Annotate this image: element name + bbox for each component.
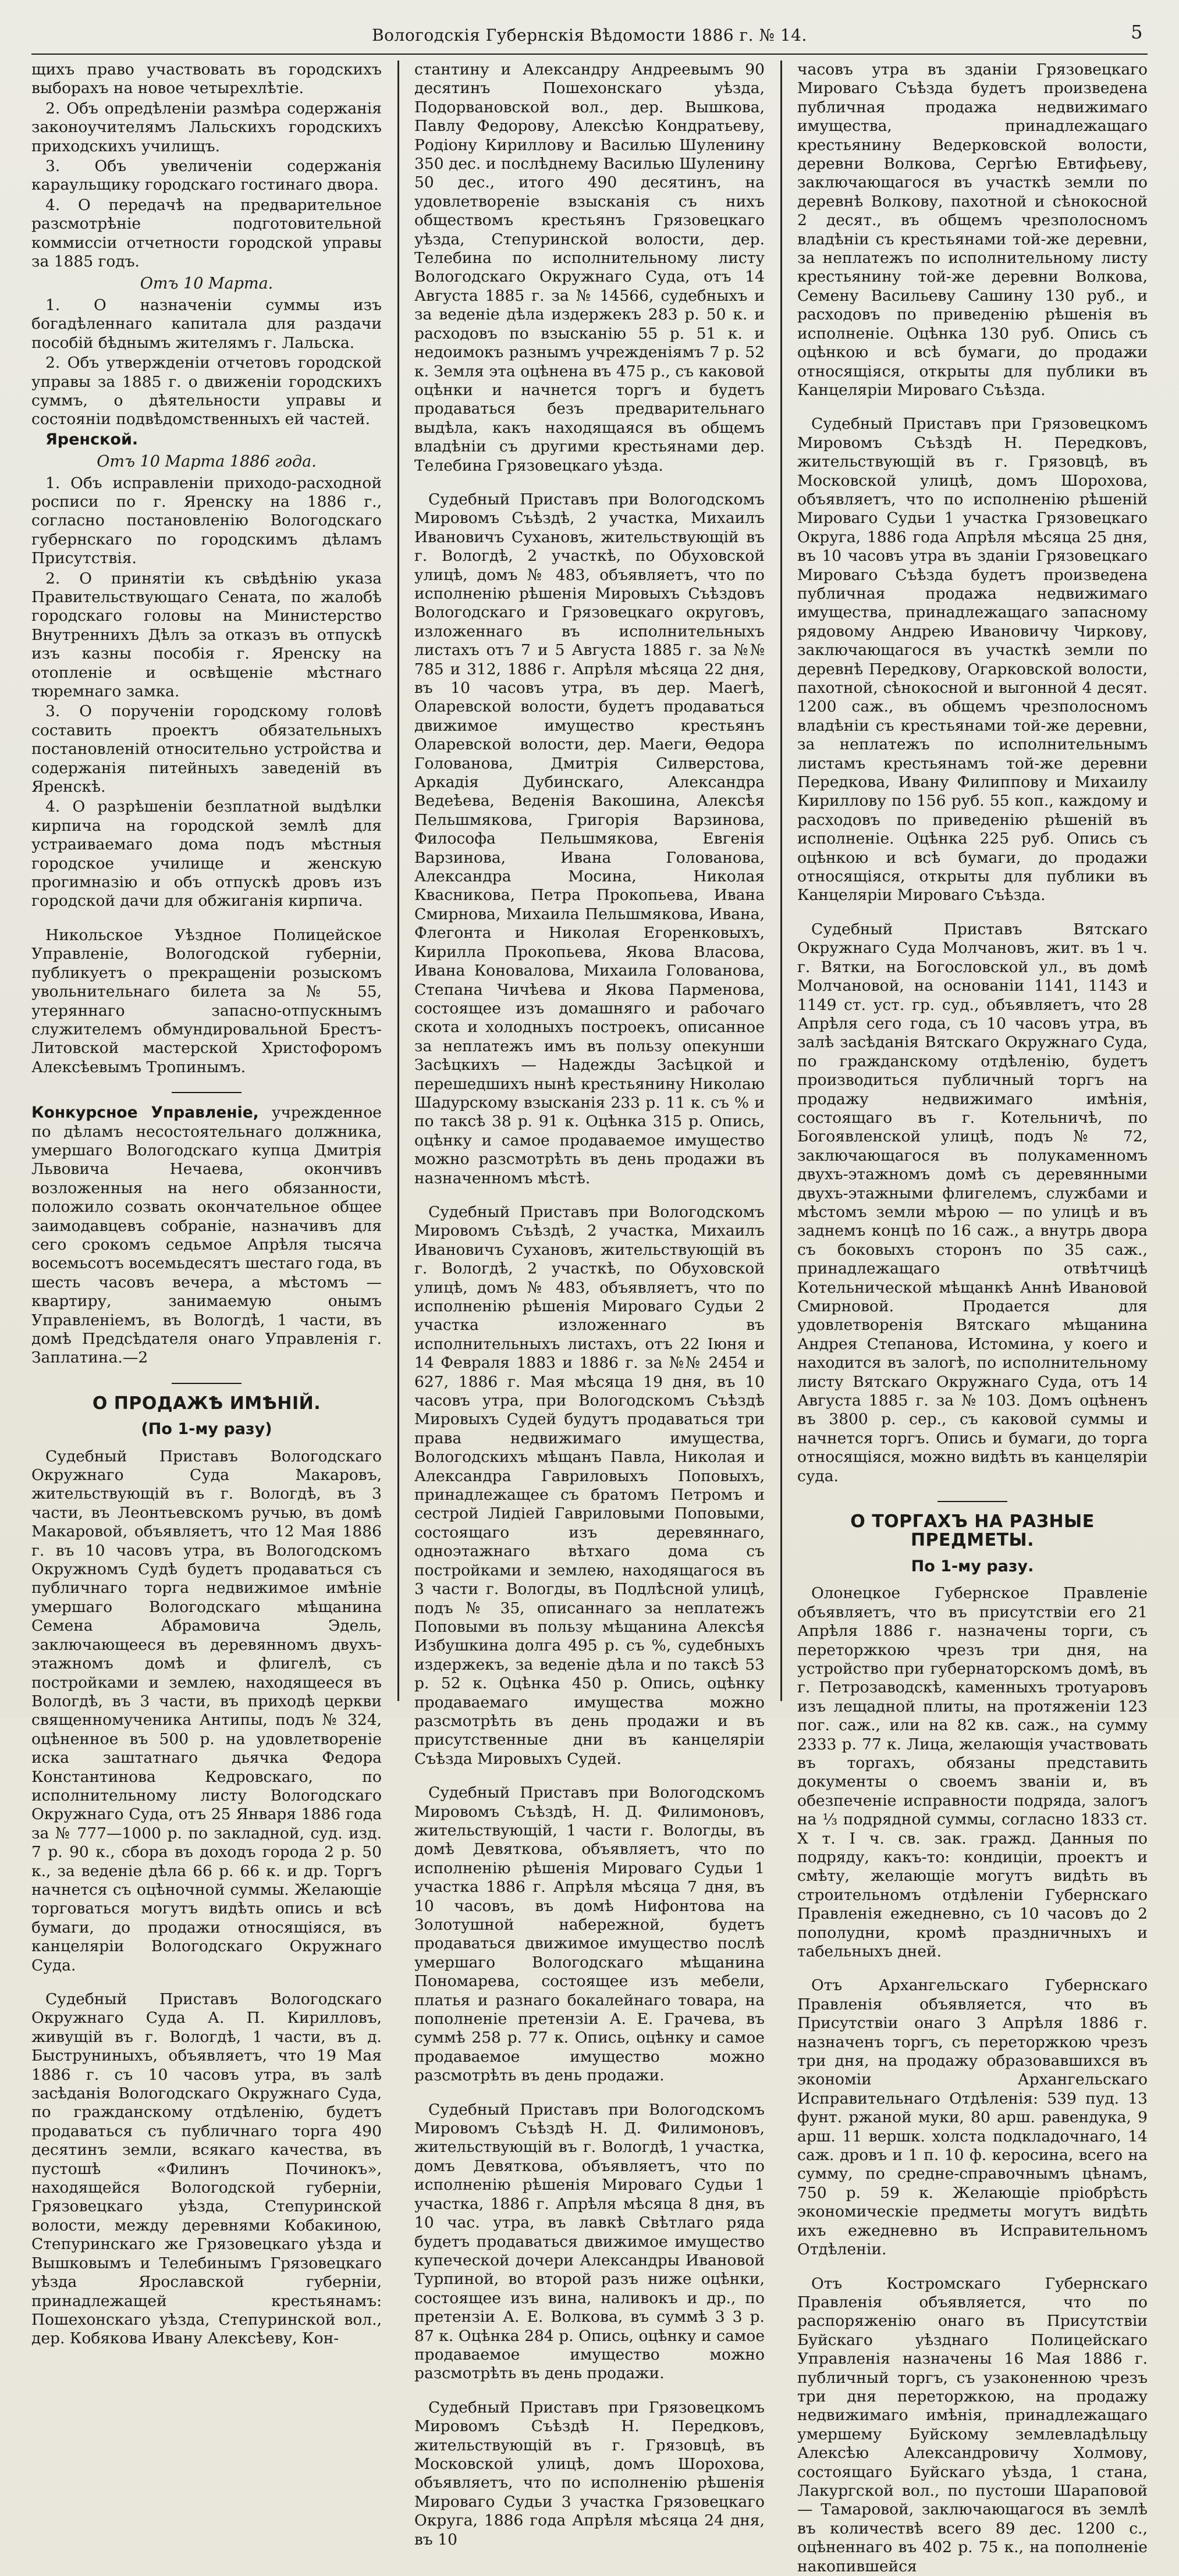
notice-konkurs-lead: Конкурсное Управленіе, (31, 1104, 259, 1122)
notice: Судебный Приставъ Вятскаго Окружнаго Суда Молчановъ, жит. въ 1 ч. г. Вятки, на Богословской ул., въ домѣ Молчановой, на основаніи 1141, 1143 и 1149 ст. уст. гр. суд., объявляетъ, что 28 Апрѣля сего года, съ 10 часовъ утра, въ залѣ засѣданія Вятскаго Окружнаго Суда, по гражданскому отдѣленію, будетъ производиться публичный торгъ на продажу недвижимаго имѣнія, состоящаго въ г. Котельничѣ, по Богоявленской улицѣ, подъ № 72, заключающагося въ полукаменномъ двухъ-этажномъ домѣ съ деревянными двухъ-этажными флигелемъ, службами и мѣстомъ земли мѣрою — по улицѣ и въ заднемъ концѣ по 16 саж., а внутрь двора съ боковыхъ сторонъ по 35 саж., принадлежащаго отвѣтчицѣ Котельнической мѣщанкѣ Аннѣ Ивановой Смирновой. Продается для удовлетворенія Вятскаго мѣщанина Андрея Степанова, Истомина, у коего и находится въ залогѣ, по исполнительному листу Вятскаго Окружнаго Суда, отъ 14 Августа 1885 г. за № 103. Домъ оцѣненъ въ 3800 р. сер., съ каковой суммы и начнется торгъ. Опись и бумаги, до торга относящіяся, можно видѣть въ канцеляріи суда. (797, 920, 1148, 1486)
notice-konkurs-body: учрежденное по дѣламъ несостоятельнаго должника, умершаго Вологодскаго купца Дмитрія Львовича Нечаева, окончивъ возложенныя на него обязанности, положило созвать окончательное общее заимодавцевъ собраніе, назначивъ для сего срокомъ седьмое Апрѣля тысяча восемьсотъ восемьдесятъ шестаго года, въ шесть часовъ вечера, а мѣстомъ — квартиру, занимаемую онымъ Управленіемъ, въ Вологдѣ, 1 части, въ домѣ Предсѣдателя онаго Управленія г. Заплатина.—2 (31, 1104, 382, 1367)
newspaper-title: Вологодскія Губернскія Вѣдомости 1886 г. № 14. (372, 26, 807, 45)
agenda-item: 2. Объ утвержденіи отчетовъ городской управы за 1885 г. о движеніи городскихъ суммъ, о дѣятельности управы и состояніи подвѣдомственныхъ ей частей. (31, 354, 382, 429)
section-subheading: По 1-му разу. (797, 1557, 1148, 1576)
notice: Судебный Приставъ Вологодскаго Окружнаго Суда А. П. Кирилловъ, живущій въ г. Вологдѣ, 1 части, въ д. Быструниныхъ, объявляетъ, что 19 Мая 1886 г. съ 10 часовъ утра, въ залѣ засѣданія Вологодскаго Окружнаго Суда, по гражданскому отдѣленію, будетъ продаваться съ публичнаго торга 490 десятинъ земли, всякаго качества, въ пустошѣ «Филинъ Починокъ», находящейся Вологодской губерніи, Грязовецкаго уѣзда, Степуринской волости, между деревнями Кобакиною, Степуринскаго же Грязовецкаго уѣзда и Вышковымъ и Телебинымъ Грязовецкаго уѣзда Ярославской губерніи, принадлежащей крестьянамъ: Пошехонскаго уѣзда, Степуринской вол., дер. Кобякова Ивану Алексѣеву, Кон- (31, 1990, 382, 2349)
notice-nikolsk: Никольское Уѣздное Полицейское Управленіе, Вологодской губерніи, публикуетъ о прекращеніи розыскомъ увольнительнаго билета за № 55, утеряннаго запасно-отпускнымъ служителемъ обмундировальной Брестъ-Литовской мастерской Христофоромъ Алексѣевымъ Тропинымъ. (31, 926, 382, 1077)
notice: часовъ утра въ зданіи Грязовецкаго Мироваго Съѣзда будетъ произведена публичная продажа недвижимаго имущества, принадлежащаго крестьянину Ведерковской волости, деревни Волкова, Сергѣю Евтифьеву, заключающагося въ участкѣ земли по деревнѣ Волкову, пахотной и сѣнокосной 2 десят., въ общемъ чрезполосномъ владѣніи съ крестьянами той-же деревни, за неплатежъ по исполнительному листу крестьянину той-же деревни Волкова, Семену Васильеву Сашину 130 руб., и расходовъ по приведенію рѣшенія въ исполненіе. Оцѣнка 130 руб. Опись съ оцѣнкою и всѣ бумаги, до продажи относящіяся, открыты для публики въ Канцеляріи Мироваго Съѣзда. (797, 61, 1148, 400)
column-rule (397, 61, 399, 1701)
section-subheading: (По 1-му разу) (31, 1420, 382, 1439)
page-number: 5 (1131, 21, 1143, 43)
agenda-item: щихъ право участвовать въ городскихъ выборахъ на новое четырехлѣтіе. (31, 61, 382, 98)
agenda-item: 4. О разрѣшеніи безплатной выдѣлки кирпича на городской землѣ для устраиваемаго дома подъ мѣстныя городское училище и женскую прогимназію и объ отпускѣ дровъ изъ городской дачи для обжиганія кирпича. (31, 798, 382, 910)
notice: стантину и Александру Андреевымъ 90 десятинъ Пошехонскаго уѣзда, Подорвановской вол., дер. Вышкова, Павлу Федорову, Алексѣю Кондратьеву, Родіону Кириллову и Василью Шуленину 350 дес. и послѣднему Василью Шуленину 50 дес., итого 490 десятинъ, на удовлетвореніе взысканія съ нихъ обществомъ крестьянъ Грязовецкаго уѣзда, Степуринской волости, дер. Телебина по исполнительному листу Вологодскаго Окружнаго Суда, отъ 14 Августа 1885 г. за № 14566, судебныхъ и за веденіе дѣла издержекъ 283 р. 50 к. и расходовъ по взысканію 55 р. 51 к. и недоимокъ разнымъ учрежденіямъ 7 р. 52 к. Земля эта оцѣнена въ 475 р., съ каковой оцѣнки и начнется торгъ и будетъ продаваться безъ предварительнаго выдѣла, какъ находящаяся въ общемъ владѣніи съ другими крестьянами дер. Телебина Грязовецкаго уѣзда. (414, 61, 765, 475)
date-subheading: Отъ 10 Марта. (31, 275, 382, 293)
notice: Отъ Архангельскаго Губернскаго Правленія объявляется, что въ Присутствіи онаго 3 Апрѣля 1886 г. назначенъ торгъ, съ переторжкою чрезъ три дня, на продажу образовавшихся въ экономіи Архангельскаго Исправительнаго Отдѣленія: 539 пуд. 13 фунт. ржаной муки, 80 арш. равендука, 9 арш. 11 вершк. холста подкладочнаго, 14 саж. дровъ и 1 п. 10 ф. керосина, всего на сумму, по средне-справочнымъ цѣнамъ, 750 р. 59 к. Желающіе пріобрѣсть экономическіе предметы могутъ видѣть ихъ ежедневно въ Исправительномъ Отдѣленіи. (797, 1976, 1148, 2259)
section-heading-estates: О ПРОДАЖѢ ИМѢНІЙ. (31, 1394, 382, 1413)
agenda-item: 3. О порученіи городскому головѣ составить проектъ обязательныхъ постановленій относительно устройства и содержанія питейныхъ заведеній въ Яренскѣ. (31, 702, 382, 796)
divider (937, 1501, 1007, 1502)
divider (172, 1092, 242, 1093)
notice: Судебный Приставъ при Грязовецкомъ Мировомъ Съѣздѣ Н. Передковъ, жительствующій въ г. Грязовцѣ, въ Московской улицѣ, домъ Шорохова, объявляетъ, что по исполненію рѣшенія Мироваго Судьи 3 участка Грязовецкаго Округа, 1886 года Апрѣля мѣсяца 24 дня, въ 10 (414, 2399, 765, 2549)
notice-konkurs (31, 1104, 382, 1368)
agenda-item: 1. Объ исправленіи приходо-расходной росписи по г. Яренску на 1886 г., согласно постановленію Вологодскаго губернскаго по городскимъ дѣламъ Присутствія. (31, 474, 382, 568)
column-3 (797, 61, 1148, 1701)
notice: Судебный Приставъ при Вологодскомъ Мировомъ Съѣздѣ Н. Д. Филимоновъ, жительствующій въ г. Вологдѣ, 1 участка, домъ Девяткова, объявляетъ, что по исполненію рѣшенія Мироваго Судьи 1 участка, 1886 г. Апрѣля мѣсяца 8 дня, въ 10 час. утра, въ лавкѣ Свѣтлаго ряда будетъ продаваться движимое имущество купеческой дочери Александры Ивановой Турпиной, во второй разъ ниже оцѣнки, состоящее изъ вина, наливокъ и др., по претензіи А. Е. Волкова, въ суммѣ 3 3 р. 87 к. Оцѣнка 284 р. Опись, оцѣнку и самое продаваемое имущество можно разсмотрѣть въ день продажи. (414, 2101, 765, 2383)
agenda-item: 1. О назначеніи суммы изъ богадѣленнаго капитала для раздачи пособій бѣднымъ жителямъ г. Лальска. (31, 296, 382, 353)
agenda-item: 3. Объ увеличеніи содержанія караульщику городскаго гостинаго двора. (31, 157, 382, 195)
date-subheading: Отъ 10 Марта 1886 года. (31, 453, 382, 471)
columns (31, 61, 1148, 1701)
agenda-item: 4. О передачѣ на предварительное разсмотрѣніе подготовительной коммиссіи отчетности городской управы за 1885 годъ. (31, 196, 382, 272)
page-header (31, 16, 1148, 55)
notice: Судебный Приставъ при Грязовецкомъ Мировомъ Съѣздѣ Н. Передковъ, жительствующій въ г. Грязовцѣ, въ Московской улицѣ, домъ Шорохова, объявляетъ, что по исполненію рѣшеній Мироваго Судьи 1 участка Грязовецкаго Округа, 1886 года Апрѣля мѣсяца 25 дня, въ 10 часовъ утра въ зданіи Грязовецкаго Мироваго Съѣзда будетъ произведена публичная продажа недвижимаго имущества, принадлежащаго запасному рядовому Андрею Ивановичу Чиркову, заключающагося въ участкѣ земли по деревнѣ Передкову, Огарковской волости, пахотной, сѣнокосной и выгонной 4 десят. 1200 саж., въ общемъ чрезполосномъ владѣніи съ крестьянами той-же деревни, за неплатежъ по исполнительнымъ листамъ крестьянамъ той-же деревни Передкова, Ивану Филиппову и Михаилу Кириллову по 156 руб. 55 коп., каждому и расходовъ по приведенію рѣшеній въ исполненіе. Оцѣнка 225 руб. Опись съ оцѣнкою и всѣ бумаги, до продажи относящіяся, открыты для публики въ Канцеляріи Мироваго Съѣзда. (797, 415, 1148, 905)
notice: Судебный Приставъ Вологодскаго Окружнаго Суда Макаровъ, жительствующій въ г. Вологдѣ, въ 3 части, въ Леонтьевскомъ ручью, въ домѣ Макаровой, объявляетъ, что 12 Мая 1886 г. въ 10 часовъ утра, въ Вологодскомъ Окружномъ Судѣ будетъ продаваться съ публичнаго торга недвижимое имѣніе умершаго Вологодскаго мѣщанина Семена Абрамовича Эдель, заключающееся въ деревянномъ двухъ-этажномъ домѣ и флигелѣ, съ постройками и землею, находящееся въ Вологдѣ, въ 3 части, въ приходѣ церкви священномученика Антипы, подъ № 324, оцѣненное въ 500 р. на удовлетвореніе иска заштатнаго дьячка Федора Константинова Кедровскаго, по исполнительному листу Вологодскаго Окружнаго Суда, отъ 25 Января 1886 года за № 777—1000 р. по закладной, суд. изд. 7 р. 90 к., сбора въ доходъ города 2 р. 50 к., за веденіе дѣла 66 р. 66 к. и др. Торгъ начнется съ оцѣночной суммы. Желающіе торговаться могутъ видѣть опись и всѣ бумаги, до продажи относящіяся, въ канцеляріи Вологодскаго Окружнаго Суда. (31, 1447, 382, 1975)
divider (172, 1383, 242, 1384)
column-1 (31, 61, 382, 1701)
notice: Судебный Приставъ при Вологодскомъ Мировомъ Съѣздѣ, 2 участка, Михаилъ Ивановичъ Сухановъ, жительствующій въ г. Вологдѣ, 2 участкѣ, по Обуховской улицѣ, домъ № 483, объявляетъ, что по исполненію рѣшенія Мировыхъ Съѣздовъ Вологодскаго и Грязовецкаго округовъ, изложеннаго въ исполнительныхъ листахъ отъ 7 и 5 Августа 1885 г. за №№ 785 и 312, 1886 г. Апрѣля мѣсяца 22 дня, въ 10 часовъ утра, въ дер. Маегѣ, Оларевской волости, будетъ продаваться движимое имущество крестьянъ Оларевской волости, дер. Маеги, Ѳедора Голованова, Дмитрія Силверстова, Аркадія Дубинскаго, Александра Ведеѣева, Веденія Вакошина, Алексѣя Пельшмякова, Григорія Варзинова, Философа Пельшмякова, Евгенія Варзинова, Ивана Голованова, Александра Мосина, Николая Квасникова, Петра Прокопьева, Ивана Смирнова, Михаила Пельшмякова, Ивана, Флегонта и Николая Егоренковыхъ, Кирилла Прокопьева, Якова Власова, Ивана Коновалова, Михаила Голованова, Степана Чичѣева и Якова Парменова, состоящее изъ домашняго и рабочаго скота и холодныхъ построекъ, описанное за неплатежъ имъ въ пользу опекунши Засѣцкихъ — Надежды Засѣцкой и перешедшихъ нынѣ крестьянину Николаю Шадурскому взысканія 233 р. 11 к. съ % и по таксѣ 38 р. 91 к. Оцѣнка 315 р. Опись, оцѣнку и самое продаваемое имущество можно разсмотрѣть въ день продажи въ назначенномъ мѣстѣ. (414, 490, 765, 1188)
notice: Судебный Приставъ при Вологодскомъ Мировомъ Съѣздѣ, 2 участка, Михаилъ Ивановичъ Сухановъ, жительствующій въ г. Вологдѣ, 2 участкѣ, по Обуховской улицѣ, домъ № 483, объявляетъ, что по исполненію рѣшенія Мироваго Судьи 2 участка изложеннаго въ исполнительныхъ листахъ, отъ 22 Іюня и 14 Февраля 1883 и 1886 г. за №№ 2454 и 627, 1886 г. Мая мѣсяца 19 дня, въ 10 часовъ утра, при Вологодскомъ Съѣздѣ Мировыхъ Судей будутъ продаваться три права недвижимаго имущества, Вологодскихъ мѣщанъ Павла, Николая и Александра Гавриловыхъ Поповыхъ, принадлежащее съ братомъ Петромъ и сестрой Лидіей Гавриловыми Поповыми, состоящаго изъ деревяннаго, одноэтажнаго вѣтхаго дома съ постройками и землею, находящагося въ 3 части г. Вологды, въ Подлѣсной улицѣ, подъ № 35, описаннаго за неплатежъ Поповыми въ пользу мѣщанина Алексѣя Избушкина долга 495 р. съ %, судебныхъ издержекъ, за веденіе дѣла и по таксѣ 53 р. 52 к. Оцѣнка 450 р. Опись, оцѣнку продаваемаго имущества можно разсмотрѣть въ день продажи и въ присутственные дни въ канцеляріи Съѣзда Мировыхъ Судей. (414, 1203, 765, 1769)
column-2 (414, 61, 765, 1701)
notice: Олонецкое Губернское Правленіе объявляетъ, что въ присутствіи его 21 Апрѣля 1886 г. назначены торги, съ переторжкою чрезъ три дня, на устройство при губернаторскомъ домѣ, въ г. Петрозаводскѣ, каменныхъ тротуаровъ изъ лещадной плиты, на протяженіи 123 пог. саж., или на 82 кв. саж., на сумму 2333 р. 77 к. Лица, желающія участвовать въ торгахъ, обязаны представить документы о своемъ званіи и, въ обезпеченіе исправности подряда, залогъ на ⅓ подрядной суммы, согласно 1833 ст. Х т. I ч. св. зак. гражд. Данныя по подряду, какъ-то: кондиціи, проектъ и смѣту, желающіе могутъ видѣть въ строительномъ отдѣленіи Губернскаго Правленія ежедневно, съ 10 часовъ до 2 пополудни, кромѣ праздничныхъ и табельныхъ дней. (797, 1584, 1148, 1961)
agenda-item: 2. О принятіи къ свѣдѣнію указа Правительствующаго Сената, по жалобѣ городскаго головы на Министерство Внутреннихъ Дѣлъ за отказъ въ отпускѣ изъ казны пособія г. Яренску на отопленіе и освѣщеніе мѣстнаго тюремнаго замка. (31, 570, 382, 702)
section-heading-trades: О ТОРГАХЪ НА РАЗНЫЕ ПРЕДМЕТЫ. (797, 1513, 1148, 1550)
agenda-item: 2. Объ опредѣленіи размѣра содержанія законоучителямъ Лальскихъ городскихъ приходскихъ училищъ. (31, 99, 382, 156)
notice: Судебный Приставъ при Вологодскомъ Мировомъ Съѣздѣ, Н. Д. Филимоновъ, жительствующій, 1 части г. Вологды, въ домѣ Девяткова, объявляетъ, что по исполненію рѣшенія Мироваго Судьи 1 участка 1886 г. Апрѣля мѣсяца 7 дня, въ 10 часовъ, въ домѣ Нифонтова на Золотушной набережной, будетъ продаваться движимое имущество послѣ умершаго Вологодскаго мѣщанина Пономарева, состоящее изъ мебели, платья и разнаго бокалейнаго товара, на пополненіе претензіи А. Е. Грачева, въ суммѣ 258 р. 77 к. Опись, оцѣнку и самое продаваемое имущество можно разсмотрѣть въ день продажи. (414, 1784, 765, 2086)
column-rule (780, 61, 782, 1701)
section-yarensk: Яренской. (31, 430, 382, 449)
notice: Отъ Костромскаго Губернскаго Правленія объявляется, что по распоряженію онаго въ Присутствіи Буйскаго уѣзднаго Полицейскаго Управленія назначены 16 Мая 1886 г. публичный торгъ, съ узаконенною чрезъ три дня переторжкою, на продажу недвижимаго имѣнія, принадлежащаго умершему Буйскому землевладѣльцу Алексѣю Александровичу Холмову, состоящаго Буйскаго уѣзда, 1 стана, Лакургской вол., по пустоши Шараповой — Тамаровой, заключающагося въ землѣ въ количествѣ всего 89 дес. 1200 с., оцѣненнаго въ 402 р. 75 к., на пополненіе накопившейся (797, 2275, 1148, 2576)
